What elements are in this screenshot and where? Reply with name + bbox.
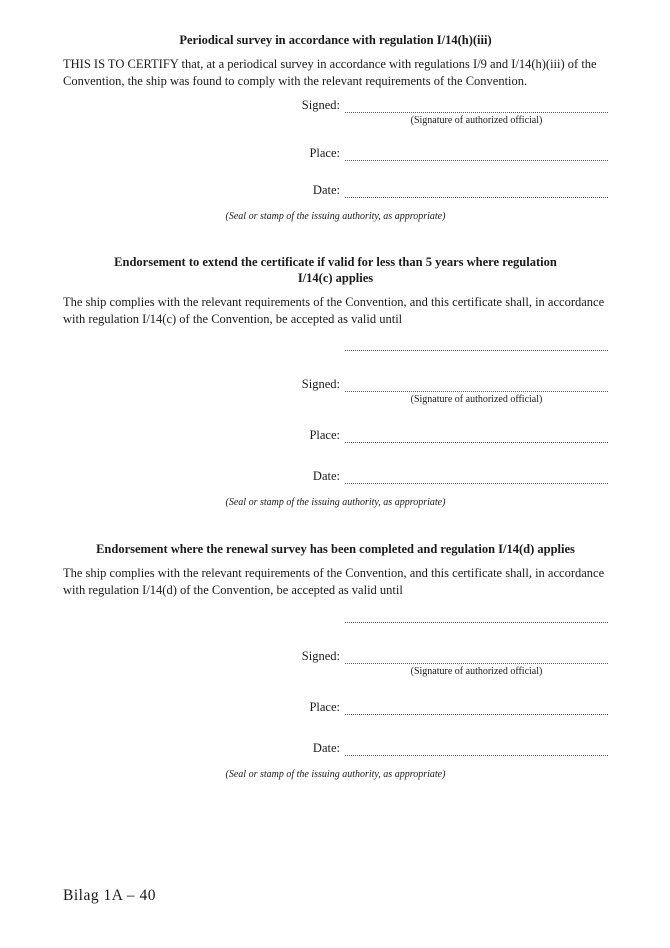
section-body: The ship complies with the relevant requirements of the Convention, and this certificate shall, in accordance with regulation I/14(d) of the Convention, be accepted as valid until (63, 566, 605, 597)
date-field-row (63, 740, 608, 756)
date-label: Date: (312, 183, 340, 197)
caption-spacer (63, 115, 345, 127)
date-field-row (63, 468, 608, 484)
section-title-line-1: Endorsement to extend the certificate if valid for less than 5 years where regulation (114, 255, 557, 269)
section-periodical-survey (63, 32, 608, 223)
place-label: Place: (309, 700, 340, 714)
signed-label: Signed: (301, 377, 340, 391)
place-field-row (63, 145, 608, 161)
section-title: Periodical survey in accordance with regulation I/14(h)(iii) (179, 33, 492, 47)
signature-caption: (Signature of authorized official) (410, 394, 543, 405)
section-title: Endorsement where the renewal survey has been completed and regulation I/14(d) applies (96, 542, 575, 556)
date-label: Date: (312, 741, 340, 755)
signed-signature-line (345, 378, 608, 392)
date-field-row (63, 182, 608, 198)
place-line (345, 147, 608, 161)
caption-spacer (63, 394, 345, 406)
date-line (345, 184, 608, 198)
section-endorsement-renewal (63, 541, 608, 781)
signed-signature-line (345, 650, 608, 664)
section-title (63, 254, 608, 286)
section-endorsement-extend (63, 254, 608, 509)
place-line (345, 701, 608, 715)
valid-until-line (345, 337, 608, 351)
signed-signature-line (345, 99, 608, 113)
date-line (345, 470, 608, 484)
caption-spacer (63, 666, 345, 678)
date-line (345, 742, 608, 756)
place-label: Place: (309, 146, 340, 160)
page-footer: Bilag 1A – 40 (63, 887, 157, 904)
seal-caption: (Seal or stamp of the issuing authority, as appropriate) (225, 769, 446, 780)
signed-field-row (63, 97, 608, 113)
section-body: The ship complies with the relevant requirements of the Convention, and this certificate shall, in accordance with regulation I/14(c) of the Convention, be accepted as valid until (63, 295, 605, 326)
valid-until-line (345, 609, 608, 623)
signature-caption: (Signature of authorized official) (410, 115, 543, 126)
date-label: Date: (312, 469, 340, 483)
signed-label: Signed: (301, 649, 340, 663)
signature-caption: (Signature of authorized official) (410, 666, 543, 677)
signed-label: Signed: (301, 98, 340, 112)
place-field-row (63, 427, 608, 443)
signed-field-row (63, 648, 608, 664)
seal-caption: (Seal or stamp of the issuing authority, as appropriate) (225, 497, 446, 508)
seal-caption: (Seal or stamp of the issuing authority, as appropriate) (225, 211, 446, 222)
place-label: Place: (309, 428, 340, 442)
section-body: THIS IS TO CERTIFY that, at a periodical survey in accordance with regulations I/9 and I/14(h)(iii) of the Convention, the ship was found to comply with the relevant requirements of the Convention. (63, 57, 597, 88)
signature-caption-row (63, 394, 608, 406)
signature-caption-row (63, 115, 608, 127)
place-field-row (63, 699, 608, 715)
section-title-line-2: I/14(c) applies (297, 271, 374, 285)
place-line (345, 429, 608, 443)
signed-field-row (63, 376, 608, 392)
signature-caption-row (63, 666, 608, 678)
valid-until-row (63, 335, 608, 351)
valid-until-row (63, 607, 608, 623)
